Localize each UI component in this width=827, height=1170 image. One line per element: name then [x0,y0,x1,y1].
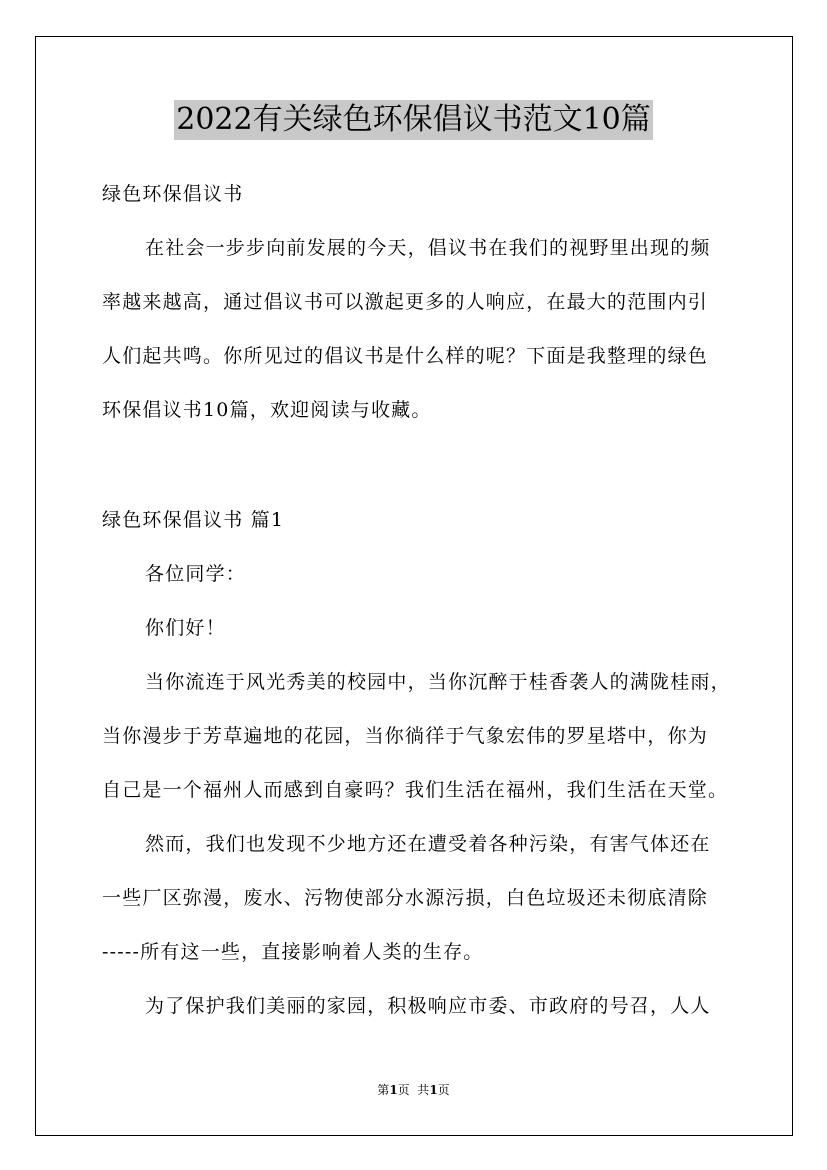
footer-prefix: 第 [377,1083,390,1097]
document-title: 2022有关绿色环保倡议书范文10篇 [174,100,653,140]
body-line-4: 然而，我们也发现不少地方还在遭受着各种污染，有害气体还在 [145,833,711,855]
section-heading: 绿色环保倡议书 [102,183,244,205]
body-line-1: 当你流连于风光秀美的校园中，当你沉醉于桂香袭人的满陇桂雨， [145,671,731,693]
greeting: 你们好！ [145,617,226,639]
intro-line-1: 在社会一步步向前发展的今天，倡议书在我们的视野里出现的频 [145,237,711,259]
body-line-7: 为了保护我们美丽的家园，积极响应市委、市政府的号召，人人 [145,995,711,1017]
title-container [0,100,827,140]
body-line-5: 一些厂区弥漫，废水、污物使部分水源污损，白色垃圾还未彻底清除 [102,887,709,909]
salutation: 各位同学： [145,563,247,585]
body-line-2: 当你漫步于芳草遍地的花园，当你徜徉于气象宏伟的罗星塔中，你为 [102,725,709,747]
intro-line-2: 率越来越高，通过倡议书可以激起更多的人响应，在最大的范围内引 [102,291,709,313]
intro-line-3: 人们起共鸣。你所见过的倡议书是什么样的呢？下面是我整理的绿色 [102,345,709,367]
footer-total-pages: 1 [429,1083,438,1097]
intro-line-4: 环保倡议书10篇，欢迎阅读与收藏。 [102,399,432,421]
footer-page-number: 1 [389,1083,398,1097]
article-heading: 绿色环保倡议书 篇1 [102,509,285,531]
body-line-6: -----所有这一些，直接影响着人类的生存。 [102,941,484,963]
footer-mid: 页 共 [397,1083,430,1097]
footer-suffix: 页 [437,1083,450,1097]
body-line-3: 自己是一个福州人而感到自豪吗？我们生活在福州，我们生活在天堂。 [102,779,729,801]
page-footer [0,1082,827,1098]
